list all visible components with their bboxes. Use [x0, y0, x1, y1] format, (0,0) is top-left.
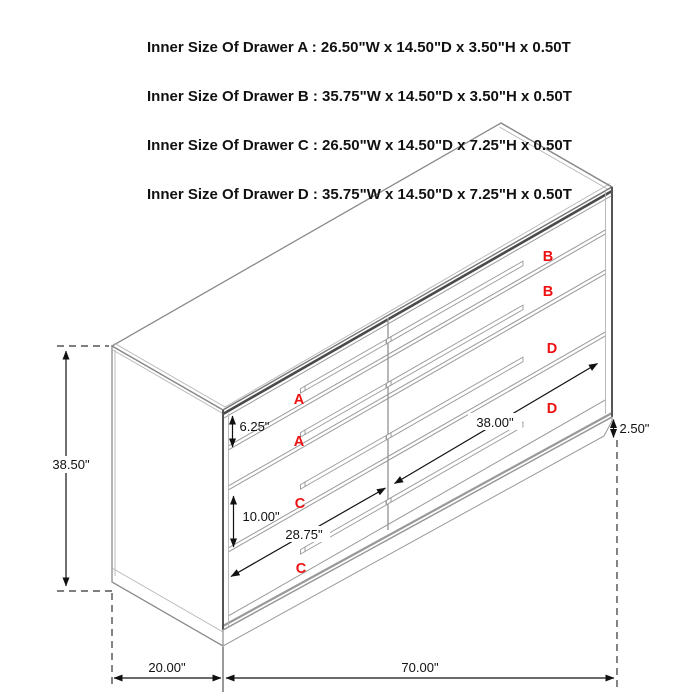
dim-text-overall-height: 38.50": [52, 457, 90, 472]
spec-line-drawer-c: Inner Size Of Drawer C : 26.50"W x 14.50"D x 7.25"H x 0.50T: [147, 137, 572, 155]
drawer-label-d1: D: [546, 341, 558, 357]
drawer-label-a2: A: [293, 434, 305, 450]
dim-text-large-drawer-front: 10.00": [242, 509, 280, 524]
spec-line-drawer-d: Inner Size Of Drawer D : 35.75"W x 14.50"D x 7.25"H x 0.50T: [147, 186, 572, 204]
left-base-seam-line: [112, 568, 223, 632]
dim-text-overall-width: 70.00": [401, 660, 439, 675]
dresser-left-panel: [112, 346, 223, 646]
spec-line-drawer-b: Inner Size Of Drawer B : 35.75"W x 14.50"D x 3.50"H x 0.50T: [147, 88, 572, 106]
drawer-label-b1: B: [542, 249, 554, 265]
dim-base-height: [614, 420, 650, 438]
drawer-label-c2: C: [295, 561, 307, 577]
dim-overall-height: [46, 346, 114, 591]
drawer-label-a1: A: [293, 392, 305, 408]
dim-text-base-height: 2.50": [619, 421, 650, 436]
spec-header: [147, 7, 572, 237]
dim-text-left-drawer-width: 28.75": [285, 527, 323, 542]
drawer-label-d2: D: [546, 401, 558, 417]
dim-text-right-drawer-width: 38.00": [476, 415, 514, 430]
dim-text-overall-depth: 20.00": [148, 660, 186, 675]
drawer-label-b2: B: [542, 284, 554, 300]
drawer-label-c1: C: [294, 496, 306, 512]
dim-text-small-drawer-front: 6.25": [239, 419, 270, 434]
spec-line-drawer-a: Inner Size Of Drawer A : 26.50"W x 14.50"D x 3.50"H x 0.50T: [147, 38, 571, 56]
